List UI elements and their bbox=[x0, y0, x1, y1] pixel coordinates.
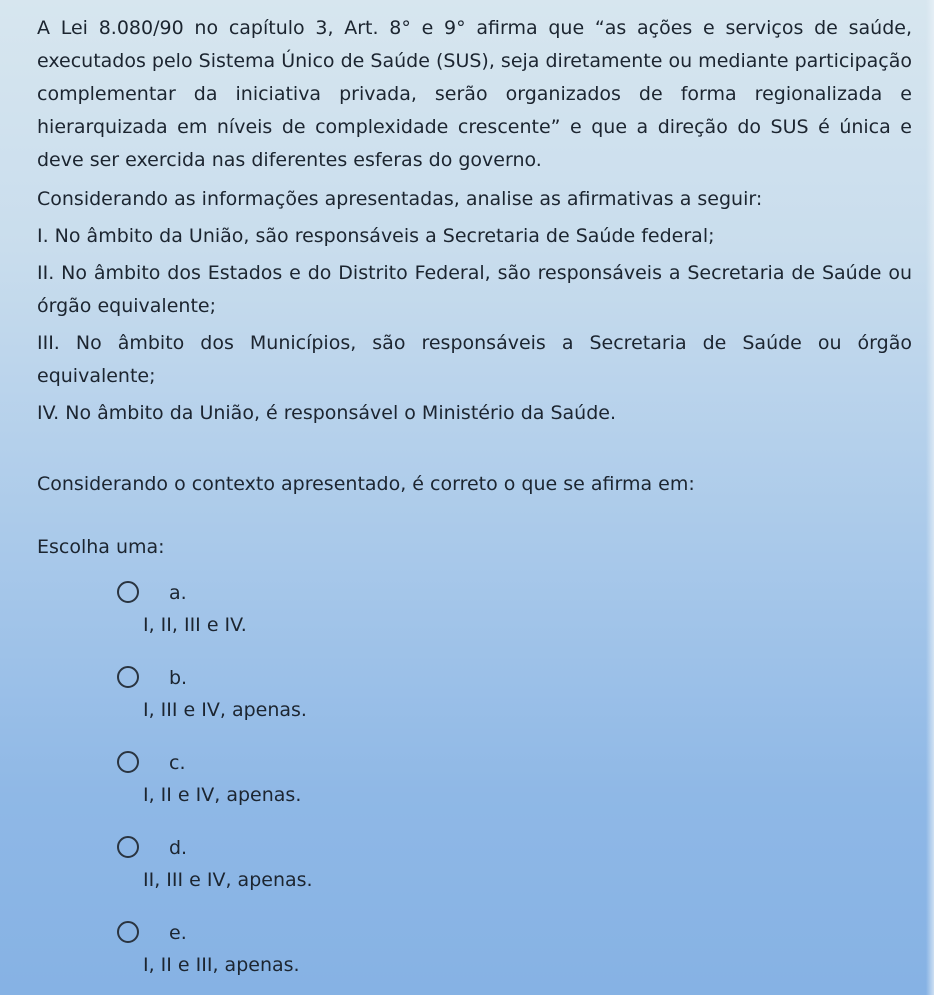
option-letter: b. bbox=[169, 667, 188, 689]
statement-3: III. No âmbito dos Municípios, são responsáveis a Secretaria de Saúde ou órgão equivalente; bbox=[37, 332, 912, 387]
option-letter: d. bbox=[169, 837, 188, 859]
choose-label: Escolha uma: bbox=[37, 536, 165, 558]
question-instruction: Considerando as informações apresentadas, analise as afirmativas a seguir: bbox=[37, 188, 763, 210]
option-text[interactable]: I, III e IV, apenas. bbox=[143, 699, 307, 721]
option-text[interactable]: I, II, III e IV. bbox=[143, 614, 247, 636]
radio-button-c[interactable] bbox=[117, 751, 139, 773]
option-letter: c. bbox=[169, 752, 186, 774]
screen-edge bbox=[926, 0, 934, 995]
question-intro: A Lei 8.080/90 no capítulo 3, Art. 8° e 9° afirma que “as ações e serviços de saúde, executados pelo Sistema Único de Saúde (SUS), seja diretamente ou mediante participação complementar da iniciativa privada, serão organizados de forma regionalizada e hierarquizada em níveis de complexidade crescente” e que a direção do SUS é única e deve ser exercida nas diferentes esferas do governo. bbox=[37, 17, 912, 171]
radio-button-e[interactable] bbox=[117, 921, 139, 943]
statement-1: I. No âmbito da União, são responsáveis a Secretaria de Saúde federal; bbox=[37, 225, 715, 247]
statement-2: II. No âmbito dos Estados e do Distrito Federal, são responsáveis a Secretaria de Saúde ou órgão equivalente; bbox=[37, 262, 912, 317]
option-text[interactable]: II, III e IV, apenas. bbox=[143, 869, 313, 891]
question-prompt: Considerando o contexto apresentado, é correto o que se afirma em: bbox=[37, 473, 695, 495]
radio-button-d[interactable] bbox=[117, 836, 139, 858]
radio-button-a[interactable] bbox=[117, 581, 139, 603]
option-letter: a. bbox=[169, 582, 187, 604]
statement-4: IV. No âmbito da União, é responsável o Ministério da Saúde. bbox=[37, 402, 616, 424]
radio-button-b[interactable] bbox=[117, 666, 139, 688]
option-text[interactable]: I, II e III, apenas. bbox=[143, 954, 300, 976]
option-text[interactable]: I, II e IV, apenas. bbox=[143, 784, 302, 806]
option-letter: e. bbox=[169, 922, 187, 944]
